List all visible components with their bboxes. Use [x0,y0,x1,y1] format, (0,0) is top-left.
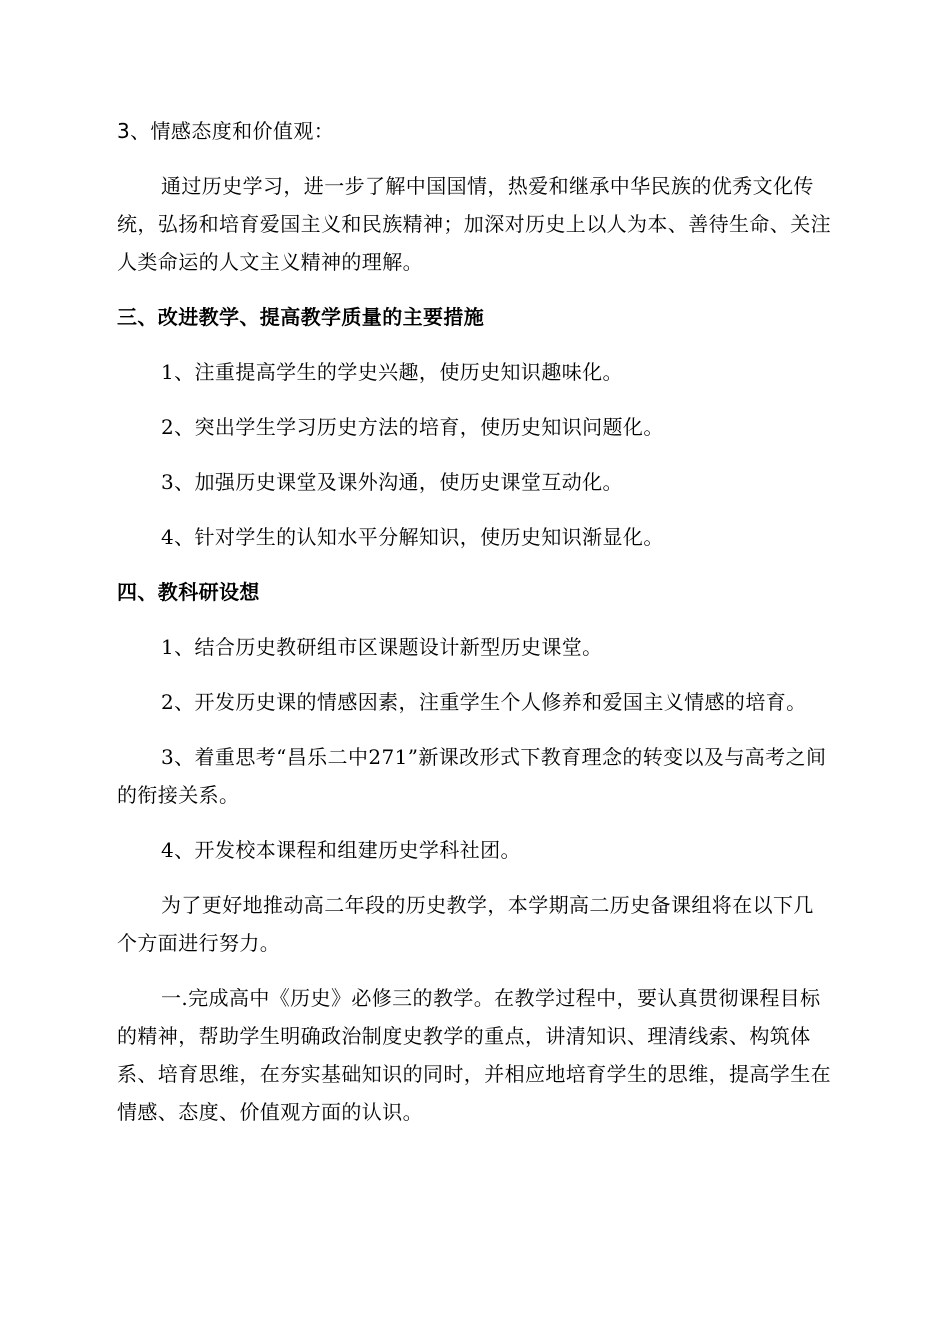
paragraph-point-1: 一.完成高中《历史》必修三的教学。在教学过程中，要认真贯彻课程目标的精神，帮助学生明确政治制度史教学的重点，讲清知识、理清线索、构筑体系、培育思维，在夯实基础知识的同时，并相应地培育学生的思维，提高学生在情感、态度、价值观方面的认识。 [117,986,831,1124]
paragraph-attitudes: 通过历史学习，进一步了解中国国情，热爱和继承中华民族的优秀文化传统，弘扬和培育爱国主义和民族精神；加深对历史上以人为本、善待生命、关注人类命运的人文主义精神的理解。 [117,174,831,274]
document-body [117,112,833,1148]
research-item-1: 1、结合历史教研组市区课题设计新型历史课堂。 [161,635,603,659]
subsection-title-attitudes: 3、情感态度和价值观： [117,119,335,143]
measure-item-4: 4、针对学生的认知水平分解知识，使历史知识渐显化。 [161,525,664,549]
measure-item-3: 3、加强历史课堂及课外沟通，使历史课堂互动化。 [161,470,623,494]
measure-item-1: 1、注重提高学生的学史兴趣，使历史知识趣味化。 [161,360,623,384]
section-title-measures: 三、改进教学、提高教学质量的主要措施 [117,305,485,329]
section-title-research: 四、教科研设想 [117,580,260,604]
measure-item-2: 2、突出学生学习历史方法的培育，使历史知识问题化。 [161,415,664,439]
research-item-2: 2、开发历史课的情感因素，注重学生个人修养和爱国主义情感的培育。 [161,690,807,714]
paragraph-intro: 为了更好地推动高二年段的历史教学，本学期高二历史备课组将在以下几个方面进行努力。 [117,893,814,955]
research-item-3: 3、着重思考“昌乐二中271”新课改形式下教育理念的转变以及与高考之间的衔接关系。 [117,745,827,807]
research-item-4: 4、开发校本课程和组建历史学科社团。 [161,838,521,862]
